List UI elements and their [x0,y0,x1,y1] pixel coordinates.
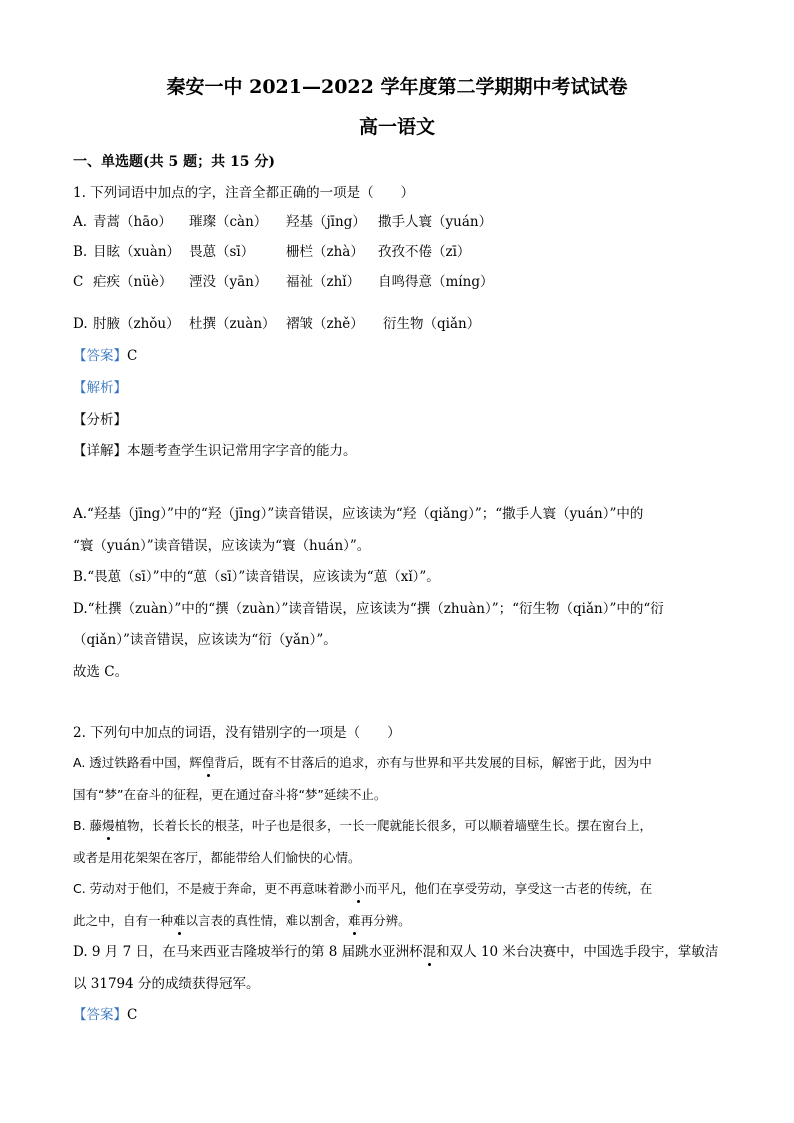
option-word: 畏葸（sī） [189,244,255,260]
text-segment: 背后，既有不甘落后的追求，亦有与世界和平共发展的目标，解密于此，因为中 [214,755,652,770]
q1-conclusion: 故选 C。 [73,664,129,680]
answer-tag: 【答案】 [73,348,127,364]
dotted-char: 熳 [102,818,115,833]
dotted-char: 混 [422,944,437,960]
text-segment: 此之中，自有一种 [73,913,174,928]
answer-tag: 【答案】 [73,1007,127,1023]
text-segment: 再分辨。 [360,913,411,928]
dotted-char: 小 [352,881,365,896]
option-label: D. [73,316,88,332]
exam-title: 秦安一中 2021—2022 学年度第二学期期中考试试卷 [166,76,628,98]
text-segment: 而平凡，他们在享受劳动，享受这一古老的传统，在 [364,881,653,896]
q2-option-b-line2: 或者是用花架架在客厅，都能带给人们愉快的心情。 [73,850,361,865]
q2-answer [73,1006,137,1024]
dotted-char: 难 [173,913,186,928]
option-label: C [73,274,84,290]
q1-explanation-d1: D.“杜撰（zuàn）”中的“撰（zuàn）”读音错误，应该读为“撰（zhuàn）”；“衍生物（qiǎn）”中的“衍 [73,601,664,617]
dotted-char: 难 [348,913,361,928]
option-label: B. [73,244,88,260]
text-segment: 以言表的真性情，难以割舍， [185,913,349,928]
option-word: 栅栏（zhà） [286,244,364,260]
q1-explanation-d2: （qiǎn）”读音错误，应该读为“衍（yǎn）”。 [73,632,337,648]
text-segment: B. 藤 [73,818,103,833]
xiangjie-tag: 【详解】 [73,443,127,459]
q2-option-c-line1 [73,880,652,898]
option-word: 福祉（zhǐ） [286,274,361,290]
option-word: 璀璨（càn） [189,214,268,230]
answer-value: C [127,1007,138,1023]
exam-subject: 高一语文 [358,116,435,138]
option-word: 羟基（jīng） [286,214,366,230]
q1-stem: 1. 下列词语中加点的字，注音全都正确的一项是（ ） [73,185,415,201]
text-segment: 和双人 10 米台决赛中，中国选手段宇，掌敏洁 [436,944,719,960]
q1-answer [73,347,137,365]
text-segment: C. 劳动对于他们，不是疲于奔命，更不再意味着渺 [73,881,353,896]
option-word: 疟疾（nüè） [93,274,173,290]
option-word: 衍生物（qiǎn） [383,316,481,332]
option-word: 肘腋（zhǒu） [93,316,180,332]
q1-fenxi: 【分析】 [73,412,127,428]
q2-option-d-line1 [73,943,718,961]
q2-option-c-line2 [73,912,411,930]
text-segment: 植物，长着长长的根茎，叶子也是很多，一长一爬就能长很多，可以顺着墙壁生长。摆在窗台上， [114,818,653,833]
section-heading: 一、单选题(共 5 题；共 15 分) [73,154,275,170]
option-word: 自鸣得意（míng） [378,274,494,290]
dotted-char: 偟 [201,755,215,770]
answer-value: C [127,348,138,364]
q2-option-a-line2: 国有“梦”在奋斗的征程，更在通过奋斗将“梦”延续不止。 [73,787,387,802]
xiangjie-text: 本题考查学生识记常用字字音的能力。 [127,443,357,459]
q2-option-a-line1 [73,754,652,772]
q2-stem: 2. 下列句中加点的词语，没有错别字的一项是（ ） [73,725,401,741]
option-word: 孜孜不倦（zī） [378,244,471,260]
option-word: 杜撰（zuàn） [189,316,276,332]
text-segment: A. 透过铁路看中国，辉 [73,755,202,770]
q1-analysis-tag: 【解析】 [73,380,127,396]
text-segment: D. 9 月 7 日，在马来西亚吉隆坡举行的第 8 届跳水亚洲杯 [73,944,423,960]
q1-explanation-a1: A.“羟基（jīng）”中的“羟（jīng）”读音错误，应该读为“羟（qiǎng）”；“撒手人寰（yuán）”中的 [73,506,644,522]
q1-explanation-a2: “寰（yuán）”读音错误，应该读为“寰（huán）”。 [73,538,371,554]
option-word: 目眩（xuàn） [93,244,181,260]
q2-option-d-line2: 以 31794 分的成绩获得冠军。 [73,976,260,992]
q1-xiangjie [73,442,357,460]
option-word: 撒手人寰（yuán） [378,214,493,230]
option-label: A. [73,214,88,230]
q1-explanation-b: B.“畏葸（sī）”中的“葸（sī）”读音错误，应该读为“葸（xǐ）”。 [73,569,440,585]
option-word: 青蒿（hāo） [93,214,172,230]
option-word: 褶皱（zhě） [286,316,364,332]
q2-option-b-line1 [73,817,652,835]
option-word: 湮没（yān） [189,274,268,290]
